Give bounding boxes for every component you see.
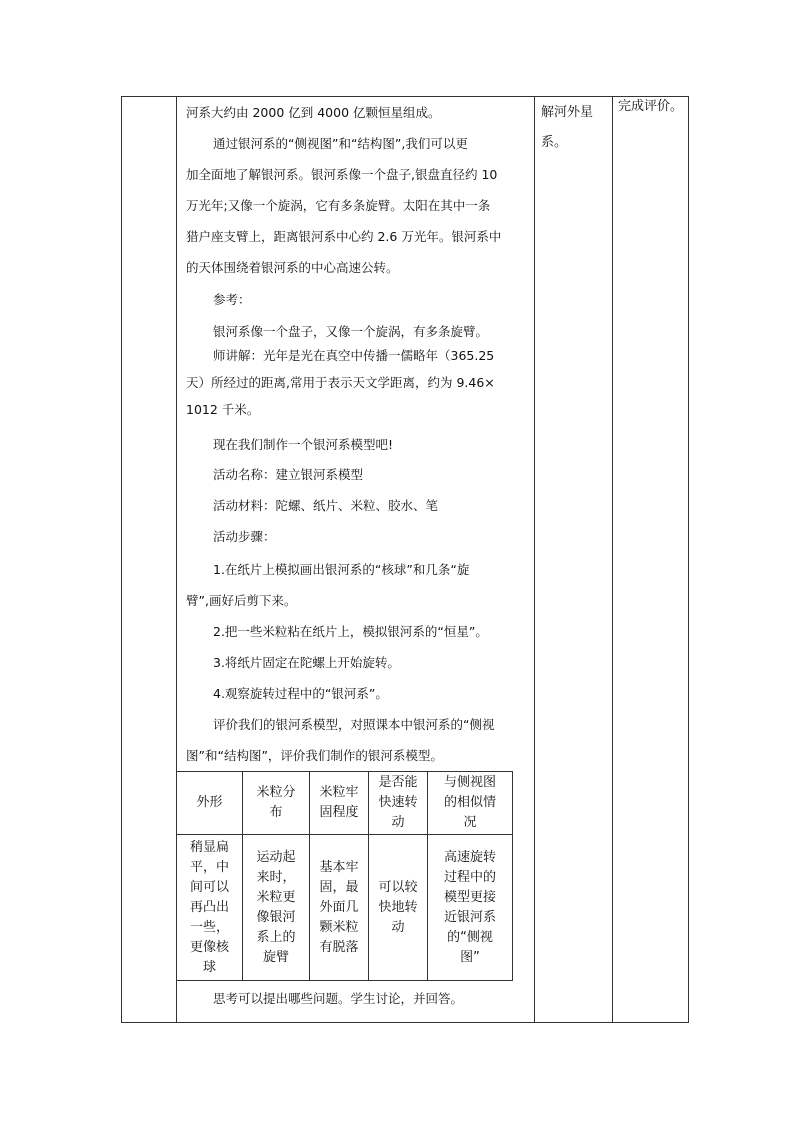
header-cell [428, 772, 513, 835]
table-cell [243, 835, 310, 981]
paragraph-line: 河系大约由 2000 亿到 4000 亿颗恒星组成。 [186, 105, 441, 120]
cell-line: 高速旋转 [443, 849, 496, 865]
paragraph-line: 活动材料：陀螺、纸片、米粒、胶水、笔 [213, 498, 439, 513]
cell-line: 像银河 [256, 909, 296, 925]
cell-line: 米粒牢 [319, 785, 359, 800]
cell-line: 米粒分 [256, 785, 296, 800]
cell-line: 快地转 [378, 899, 418, 915]
cell-line: 模型更接 [443, 889, 496, 905]
cell-line: 固，最 [319, 879, 359, 895]
paragraph-line: 2.把一些米粒粘在纸片上，模拟银河系的“恒星”。 [213, 624, 488, 639]
cell-line: 球 [202, 959, 216, 975]
header-cell [369, 772, 428, 835]
paragraph-line: 参考： [213, 292, 251, 307]
evaluation-table [176, 771, 513, 981]
cell-line: 布 [269, 805, 283, 820]
column-divider [534, 96, 535, 1023]
cell-line: 更像核 [189, 939, 229, 955]
paragraph-line: 评价我们的银河系模型，对照课本中银河系的“侧视 [213, 717, 495, 732]
paragraph-line: 师讲解：光年是光在真空中传播一儒略年（365.25 [213, 348, 495, 363]
cell-line: 的相似情 [443, 795, 496, 810]
closing-line: 思考可以提出哪些问题。学生讨论，并回答。 [213, 991, 464, 1006]
cell-line: 一些， [189, 919, 229, 935]
paragraph-line: 3.将纸片固定在陀螺上开始旋转。 [213, 655, 400, 670]
paragraph-line: 万光年;又像一个旋涡，它有多条旋臂。太阳在其中一条 [186, 198, 491, 213]
cell-line: 颗米粒 [319, 919, 359, 935]
cell-line: 动 [391, 815, 405, 830]
cell-line: 动 [391, 919, 405, 935]
column-divider [612, 96, 613, 1023]
paragraph-line: 活动步骤： [213, 529, 276, 544]
paragraph-line: 猎户座支臂上，距离银河系中心约 2.6 万光年。银河系中 [186, 229, 502, 244]
cell-line: 与侧视图 [443, 775, 496, 790]
table-cell [428, 835, 513, 981]
paragraph-line: 通过银河系的“侧视图”和“结构图”,我们可以更 [213, 136, 468, 151]
paragraph-line: 1.在纸片上模拟画出银河系的“核球”和几条“旋 [213, 562, 470, 577]
side-line: 解河外星 [541, 105, 594, 120]
cell-line: 旋臂 [262, 949, 289, 965]
cell-line: 间可以 [189, 879, 229, 895]
paragraph-line: 图”和“结构图”，评价我们制作的银河系模型。 [186, 748, 443, 763]
table-cell [310, 835, 369, 981]
cell-line: 基本牢 [319, 859, 359, 875]
cell-line: 系上的 [256, 929, 296, 945]
cell-line: 再凸出 [189, 899, 229, 915]
header-cell [310, 772, 369, 835]
paragraph-line: 4.观察旋转过程中的“银河系”。 [213, 686, 388, 701]
header-cell [177, 772, 243, 835]
paragraph-line: 加全面地了解银河系。银河系像一个盘子,银盘直径约 10 [186, 167, 498, 182]
cell-line: 可以较 [378, 879, 418, 895]
cell-line: 外形 [196, 795, 223, 810]
cell-line: 有脱落 [319, 939, 359, 955]
paragraph-line: 活动名称：建立银河系模型 [213, 467, 364, 482]
paragraph-line: 1012 千米。 [186, 402, 260, 417]
table-cell [177, 835, 243, 981]
cell-line: 图” [460, 949, 480, 965]
cell-line: 固程度 [319, 805, 359, 820]
paragraph-line: 臂”,画好后剪下来。 [186, 593, 297, 608]
cell-line: 外面几 [319, 899, 359, 915]
cell-line: 近银河系 [443, 909, 496, 925]
cell-line: 平，中 [189, 859, 229, 875]
side-line: 完成评价。 [618, 99, 684, 114]
paragraph-line: 的天体围绕着银河系的中心高速公转。 [186, 260, 399, 275]
table-cell [369, 835, 428, 981]
cell-line: 过程中的 [443, 869, 496, 885]
cell-line: 稍显扁 [189, 839, 229, 855]
column-3-text [541, 98, 593, 158]
cell-line: 来时， [256, 869, 296, 885]
cell-line: 快速转 [378, 795, 418, 810]
cell-line: 的“侧视 [447, 929, 493, 945]
cell-line: 是否能 [378, 775, 418, 790]
table-header-row [177, 772, 513, 835]
paragraph-line: 银河系像一个盘子，又像一个旋涡，有多条旋臂。 [213, 324, 489, 339]
cell-line: 米粒更 [256, 889, 296, 905]
header-cell [243, 772, 310, 835]
paragraph-line: 现在我们制作一个银河系模型吧! [213, 437, 394, 452]
cell-line: 况 [463, 815, 477, 830]
paragraph-line: 天）所经过的距离,常用于表示天文学距离，约为 9.46× [186, 375, 495, 390]
column-4-text [618, 92, 683, 122]
side-line: 系。 [541, 135, 568, 150]
cell-line: 运动起 [256, 849, 296, 865]
table-row [177, 835, 513, 981]
